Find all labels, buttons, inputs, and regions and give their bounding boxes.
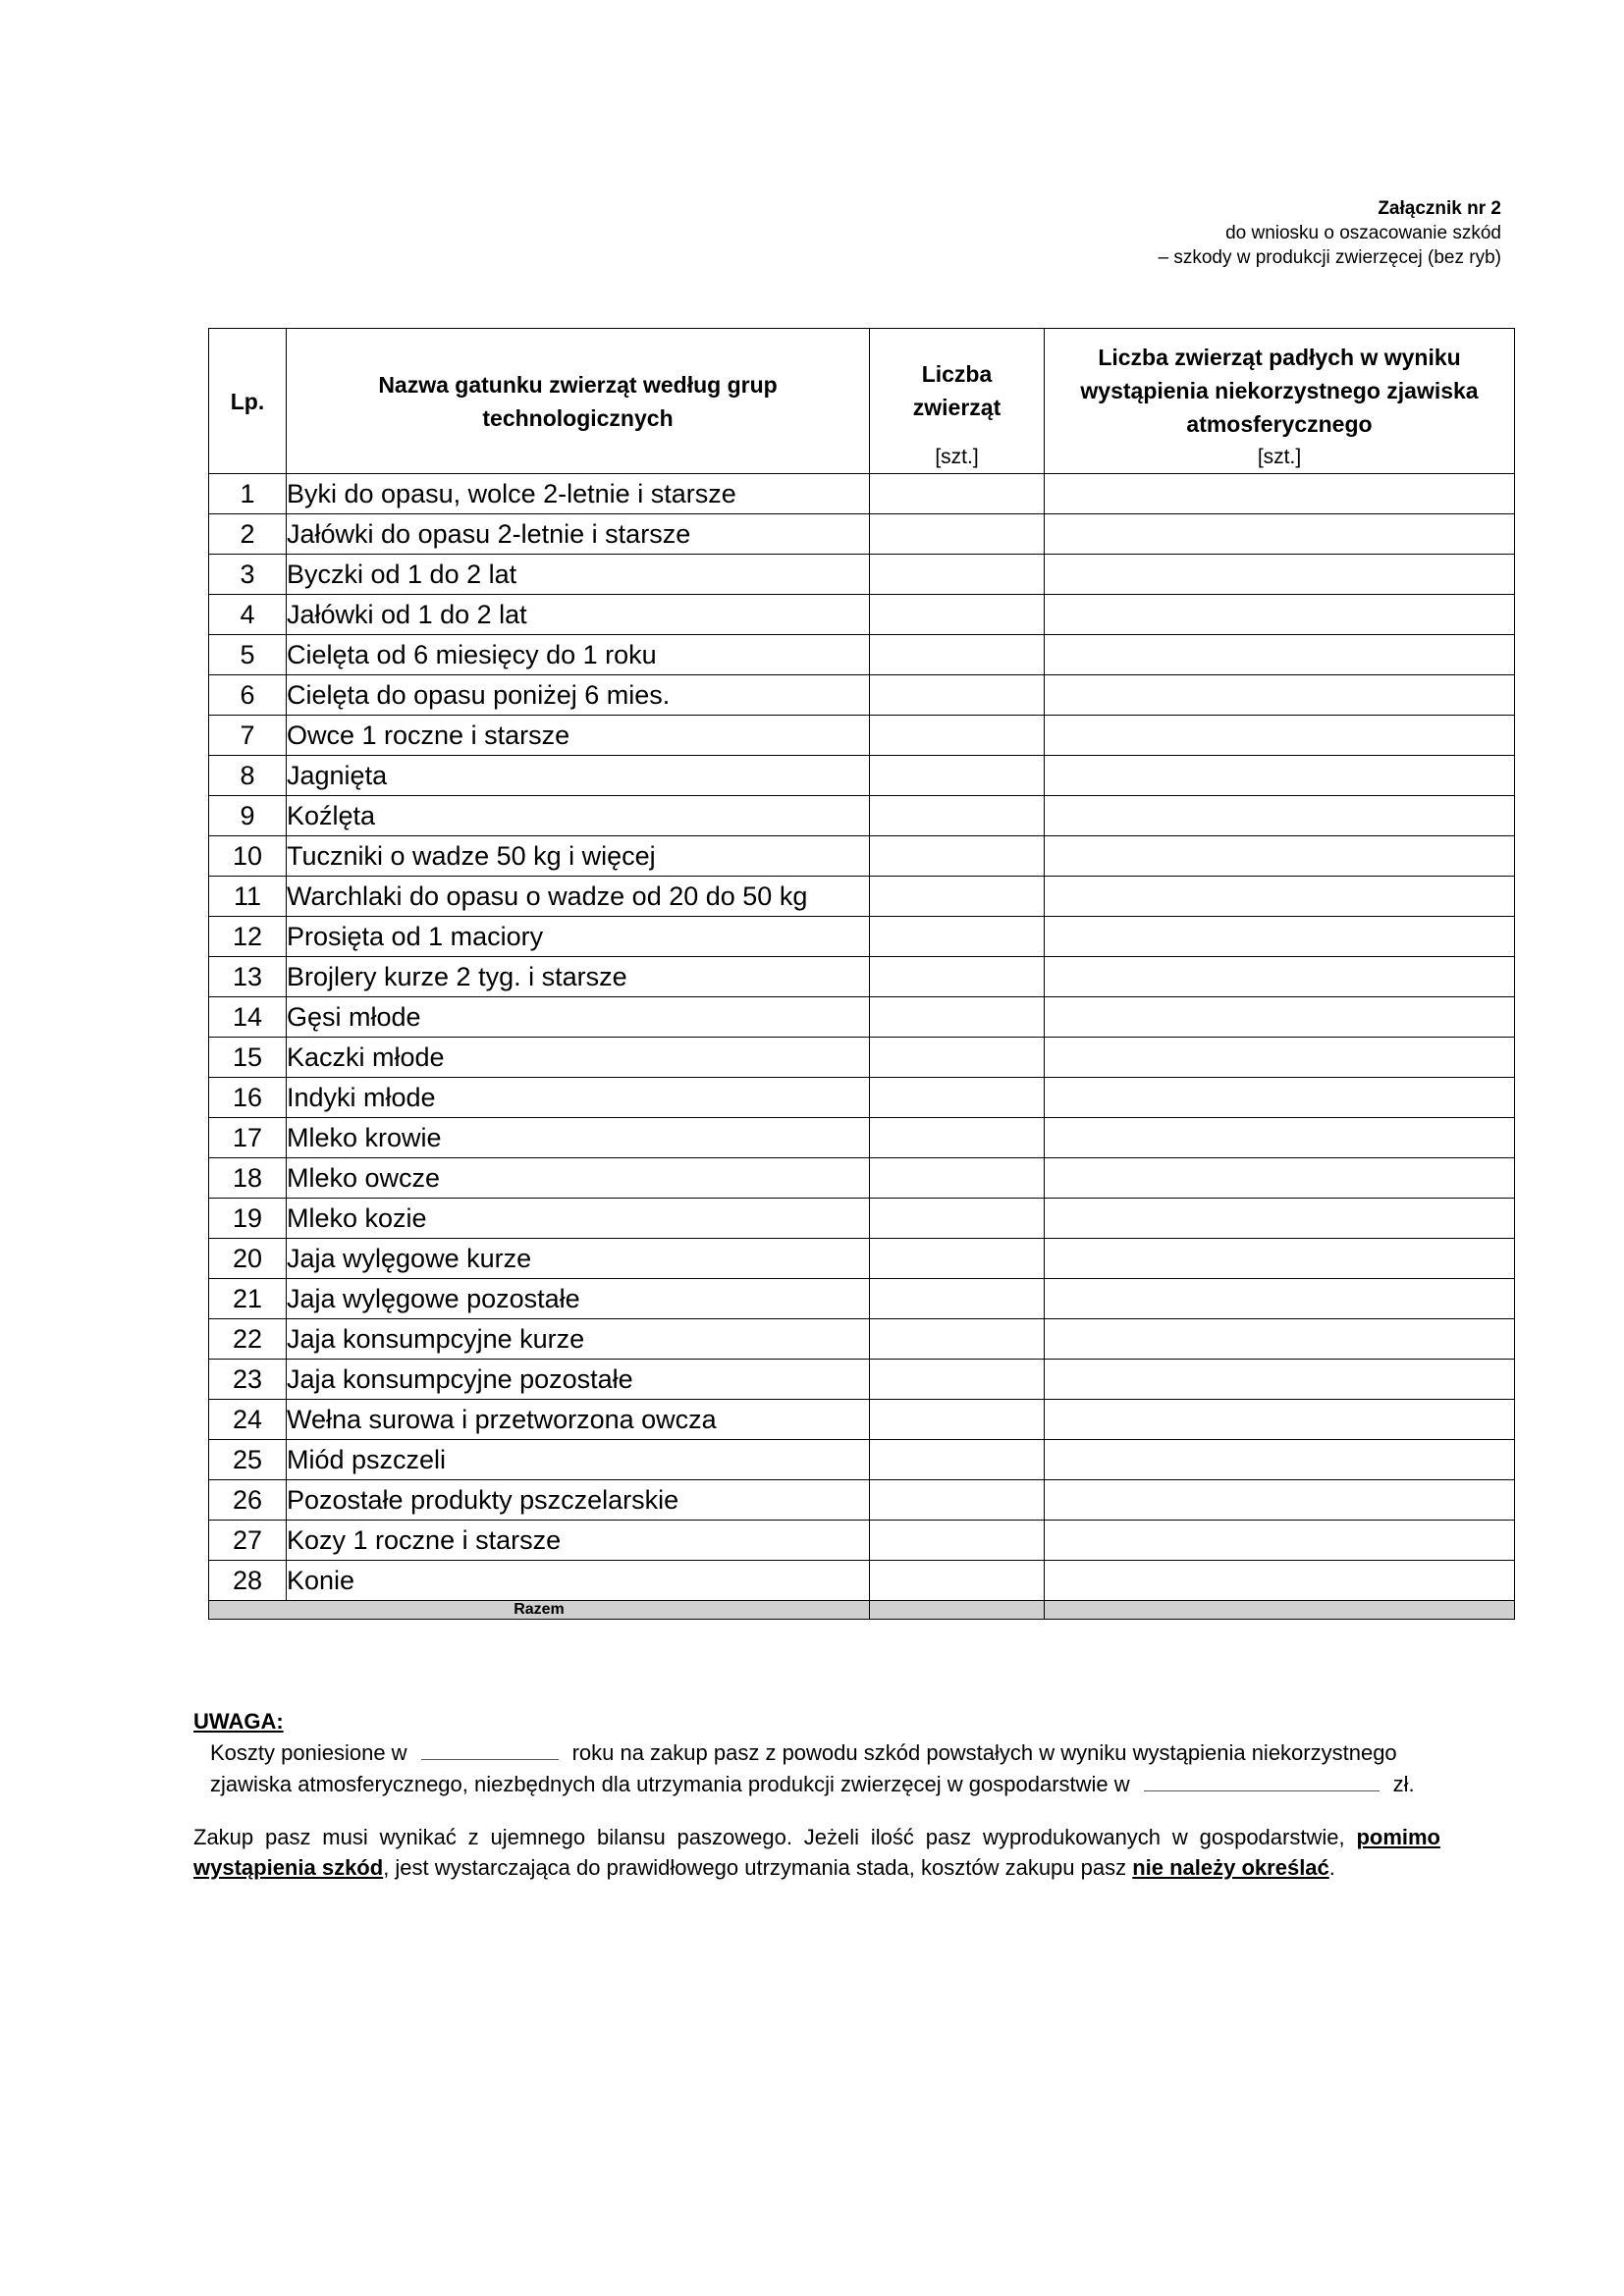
para-emphasis-1: pomimo wystąpienia szkód [193,1825,1440,1880]
row-dead-cell[interactable] [1045,1158,1515,1199]
row-name: Cielęta od 6 miesięcy do 1 roku [287,635,870,675]
row-name: Tuczniki o wadze 50 kg i więcej [287,836,870,877]
row-count-cell[interactable] [870,1360,1045,1400]
table-row [209,1521,1515,1561]
table-row [209,1400,1515,1440]
row-dead-cell[interactable] [1045,877,1515,917]
row-count-cell[interactable] [870,716,1045,756]
row-lp: 22 [209,1319,287,1360]
row-name: Indyki młode [287,1078,870,1118]
row-dead-cell[interactable] [1045,836,1515,877]
row-dead-cell[interactable] [1045,1521,1515,1561]
row-count-cell[interactable] [870,756,1045,796]
row-name: Jałówki od 1 do 2 lat [287,595,870,635]
row-dead-cell[interactable] [1045,1480,1515,1521]
table-row [209,1480,1515,1521]
row-lp: 5 [209,635,287,675]
row-count-cell[interactable] [870,1319,1045,1360]
row-count-cell[interactable] [870,1199,1045,1239]
table-row [209,756,1515,796]
row-dead-cell[interactable] [1045,474,1515,514]
row-dead-cell[interactable] [1045,756,1515,796]
row-name: Pozostałe produkty pszczelarskie [287,1480,870,1521]
row-name: Wełna surowa i przetworzona owcza [287,1400,870,1440]
row-dead-cell[interactable] [1045,1239,1515,1279]
row-count-cell[interactable] [870,1279,1045,1319]
row-count-cell[interactable] [870,474,1045,514]
note-text-2: roku na zakup pasz z powodu szkód powstałych w wyniku wystąpienia niekorzystnego [571,1740,1397,1765]
row-dead-cell[interactable] [1045,635,1515,675]
row-count-cell[interactable] [870,1440,1045,1480]
row-count-cell[interactable] [870,1078,1045,1118]
note-label: UWAGA: [193,1709,284,1734]
row-lp: 28 [209,1561,287,1601]
row-lp: 10 [209,836,287,877]
table-row [209,675,1515,716]
row-lp: 19 [209,1199,287,1239]
row-dead-cell[interactable] [1045,595,1515,635]
row-lp: 2 [209,514,287,555]
table-row [209,997,1515,1038]
row-dead-cell[interactable] [1045,796,1515,836]
row-name: Byczki od 1 do 2 lat [287,555,870,595]
row-name: Brojlery kurze 2 tyg. i starsze [287,957,870,997]
row-name: Jaja konsumpcyjne pozostałe [287,1360,870,1400]
row-lp: 26 [209,1480,287,1521]
row-lp: 17 [209,1118,287,1158]
row-lp: 20 [209,1239,287,1279]
row-name: Gęsi młode [287,997,870,1038]
row-lp: 27 [209,1521,287,1561]
table-row [209,1561,1515,1601]
table-row [209,474,1515,514]
table-row [209,836,1515,877]
note-text-1: Koszty poniesione w [210,1740,407,1765]
row-lp: 9 [209,796,287,836]
total-count-cell[interactable] [870,1601,1045,1620]
row-count-cell[interactable] [870,997,1045,1038]
row-lp: 11 [209,877,287,917]
row-name: Warchlaki do opasu o wadze od 20 do 50 kg [287,877,870,917]
note-block [193,1706,1514,1800]
year-blank-field[interactable] [421,1741,559,1760]
row-name: Kozy 1 roczne i starsze [287,1521,870,1561]
note-text-4: zł. [1392,1772,1415,1796]
row-name: Mleko owcze [287,1158,870,1199]
total-label: Razem [209,1601,870,1620]
table-row [209,716,1515,756]
row-name: Cielęta do opasu poniżej 6 mies. [287,675,870,716]
total-dead-cell[interactable] [1045,1601,1515,1620]
amount-blank-field[interactable] [1144,1773,1380,1791]
row-name: Mleko kozie [287,1199,870,1239]
table-row [209,917,1515,957]
row-dead-cell[interactable] [1045,555,1515,595]
total-row [209,1601,1515,1620]
row-lp: 6 [209,675,287,716]
row-dead-cell[interactable] [1045,1561,1515,1601]
table-row [209,1118,1515,1158]
row-count-cell[interactable] [870,917,1045,957]
row-name: Jaja wylęgowe pozostałe [287,1279,870,1319]
row-count-cell[interactable] [870,1239,1045,1279]
row-count-cell[interactable] [870,675,1045,716]
row-count-cell[interactable] [870,1158,1045,1199]
row-name: Jagnięta [287,756,870,796]
table-row [209,1078,1515,1118]
row-dead-cell[interactable] [1045,1400,1515,1440]
row-count-cell[interactable] [870,1400,1045,1440]
row-dead-cell[interactable] [1045,1199,1515,1239]
row-count-cell[interactable] [870,1038,1045,1078]
row-dead-cell[interactable] [1045,917,1515,957]
row-name: Jaja konsumpcyjne kurze [287,1319,870,1360]
header-name: Nazwa gatunku zwierząt według grup technologicznych [287,329,870,474]
row-lp: 16 [209,1078,287,1118]
row-lp: 21 [209,1279,287,1319]
row-lp: 12 [209,917,287,957]
row-lp: 7 [209,716,287,756]
attachment-header [1158,196,1501,270]
row-dead-cell[interactable] [1045,957,1515,997]
row-count-cell[interactable] [870,796,1045,836]
row-name: Mleko krowie [287,1118,870,1158]
table-row [209,555,1515,595]
row-name: Miód pszczeli [287,1440,870,1480]
row-count-cell[interactable] [870,1480,1045,1521]
row-lp: 23 [209,1360,287,1400]
table-row [209,1319,1515,1360]
row-lp: 18 [209,1158,287,1199]
row-count-cell[interactable] [870,514,1045,555]
header-lp: Lp. [209,329,287,474]
row-count-cell[interactable] [870,555,1045,595]
row-lp: 8 [209,756,287,796]
table-row [209,957,1515,997]
row-name: Konie [287,1561,870,1601]
row-name: Owce 1 roczne i starsze [287,716,870,756]
row-dead-cell[interactable] [1045,997,1515,1038]
row-name: Byki do opasu, wolce 2-letnie i starsze [287,474,870,514]
row-dead-cell[interactable] [1045,716,1515,756]
row-lp: 14 [209,997,287,1038]
row-dead-cell[interactable] [1045,1279,1515,1319]
header-count: Liczba zwierząt [szt.] [870,329,1045,474]
row-lp: 13 [209,957,287,997]
table-body [209,474,1515,1601]
table-row [209,1199,1515,1239]
note-text-3: zjawiska atmosferycznego, niezbędnych dla utrzymania produkcji zwierzęcej w gospodarstwie w [210,1772,1130,1796]
row-count-cell[interactable] [870,1118,1045,1158]
row-count-cell[interactable] [870,635,1045,675]
row-dead-cell[interactable] [1045,1440,1515,1480]
info-paragraph [193,1822,1440,1883]
table-row [209,595,1515,635]
row-name: Jałówki do opasu 2-letnie i starsze [287,514,870,555]
table-row [209,1038,1515,1078]
row-lp: 3 [209,555,287,595]
table-row [209,796,1515,836]
note-line-2 [193,1769,1514,1800]
table-row [209,1279,1515,1319]
table-row [209,1440,1515,1480]
row-dead-cell[interactable] [1045,514,1515,555]
row-name: Kaczki młode [287,1038,870,1078]
attachment-subtitle-1: do wniosku o oszacowanie szkód [1225,223,1501,243]
row-lp: 15 [209,1038,287,1078]
row-count-cell[interactable] [870,1521,1045,1561]
row-dead-cell[interactable] [1045,1038,1515,1078]
row-dead-cell[interactable] [1045,1118,1515,1158]
row-name: Jaja wylęgowe kurze [287,1239,870,1279]
header-dead-unit: [szt.] [1257,446,1302,468]
para-text-1: Zakup pasz musi wynikać z ujemnego bilansu paszowego. Jeżeli ilość pasz wyprodukowanych w gospodarstwie, [193,1825,1357,1849]
row-name: Prosięta od 1 maciory [287,917,870,957]
row-count-cell[interactable] [870,957,1045,997]
header-dead: Liczba zwierząt padłych w wyniku wystąpienia niekorzystnego zjawiska atmosferycznego [szt.] [1045,329,1515,474]
header-count-unit: [szt.] [935,446,979,468]
livestock-table [208,328,1515,1620]
row-lp: 25 [209,1440,287,1480]
attachment-title: Załącznik nr 2 [1378,198,1501,219]
table-row [209,1158,1515,1199]
para-text-2: , jest wystarczająca do prawidłowego utrzymania stada, kosztów zakupu pasz [383,1855,1133,1880]
attachment-subtitle-2: – szkody w produkcji zwierzęcej (bez ryb) [1158,247,1501,268]
row-lp: 1 [209,474,287,514]
para-text-3: . [1328,1855,1335,1880]
note-line-1 [193,1737,1514,1769]
row-name: Koźlęta [287,796,870,836]
row-dead-cell[interactable] [1045,1360,1515,1400]
para-emphasis-2: nie należy określać [1132,1855,1329,1880]
row-dead-cell[interactable] [1045,1319,1515,1360]
table-row [209,514,1515,555]
row-count-cell[interactable] [870,595,1045,635]
row-count-cell[interactable] [870,1561,1045,1601]
table-row [209,1239,1515,1279]
table-row [209,635,1515,675]
row-dead-cell[interactable] [1045,675,1515,716]
row-dead-cell[interactable] [1045,1078,1515,1118]
row-count-cell[interactable] [870,836,1045,877]
row-lp: 4 [209,595,287,635]
table-row [209,877,1515,917]
row-count-cell[interactable] [870,877,1045,917]
row-lp: 24 [209,1400,287,1440]
table-row [209,1360,1515,1400]
